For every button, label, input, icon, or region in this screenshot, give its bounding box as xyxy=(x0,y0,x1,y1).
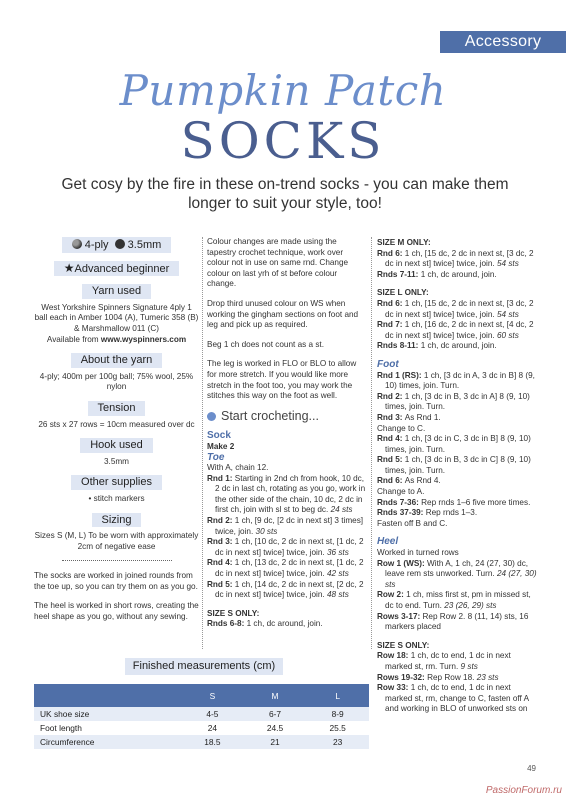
pattern-row: Fasten off B and C. xyxy=(377,518,448,528)
pattern-column-right xyxy=(377,238,537,715)
table-header-row xyxy=(34,684,369,707)
pattern-row: Rnds 7-36: Rep rnds 1–6 five more times. xyxy=(377,497,531,507)
pattern-row: Rnd 4: 1 ch, [13 dc, 2 dc in next st, [1 dc, 2 dc in next st] twice] twice, join. 42 sts xyxy=(207,558,364,579)
pattern-row: Rnd 1 (RS): 1 ch, [3 dc in A, 3 dc in B] 8 (9, 10) times, join. Turn. xyxy=(377,370,535,391)
tension-heading: Tension xyxy=(88,401,146,416)
foot-heading: Foot xyxy=(377,358,399,370)
pattern-row: Change to A. xyxy=(377,487,425,497)
pattern-row: Rnd 6: As Rnd 4. xyxy=(377,476,441,486)
pattern-row: Row 1 (WS): With A, 1 ch, 24 (27, 30) dc, leave rem sts unworked. Turn. 24 (27, 30) sts xyxy=(377,558,537,589)
table-cell: 8-9 xyxy=(306,707,369,721)
pattern-row: Rnd 3: As Rnd 1. xyxy=(377,412,441,422)
hook-used-heading: Hook used xyxy=(80,438,153,453)
toe-heading: Toe xyxy=(207,451,225,463)
pattern-row: Rnd 3: 1 ch, [10 dc, 2 dc in next st, [1 dc, 2 dc in next st] twice] twice, join. 36 sts xyxy=(207,537,364,557)
pattern-column xyxy=(207,237,367,630)
watermark: PassionForum.ru xyxy=(485,785,562,796)
table-cell: Foot length xyxy=(40,723,82,733)
table-row xyxy=(34,721,369,735)
hook-size-label: 3.5mm xyxy=(127,239,162,251)
column-divider xyxy=(371,237,372,649)
pattern-row: Row 18: 1 ch, dc to end, 1 dc in next marked st, rm. Turn. 9 sts xyxy=(377,651,511,671)
make-count: Make 2 xyxy=(207,441,235,451)
page-title: SOCKS xyxy=(180,112,386,170)
yarn-ball-icon xyxy=(72,239,82,249)
table-header-cell: S xyxy=(181,684,244,707)
column-divider xyxy=(202,237,203,649)
pattern-row: Rnd 2: 1 ch, [3 dc in B, 3 dc in A] 8 (9, 10) times, join. Turn. xyxy=(377,391,530,412)
table-row xyxy=(34,707,369,721)
note-paragraph: The leg is worked in FLO or BLO to allow for more stretch. If you would like more stretch in the foot too, you may work the stitches this way on the foot as well. xyxy=(207,359,357,401)
heel-heading: Heel xyxy=(377,536,399,548)
pattern-row: Rnd 5: 1 ch, [3 dc in B, 3 dc in C] 8 (9, 10) times, join. Turn. xyxy=(377,455,531,475)
note-paragraph: Beg 1 ch does not count as a st. xyxy=(207,339,324,349)
other-supplies-heading: Other supplies xyxy=(71,475,162,490)
ply-label: 4-ply xyxy=(84,239,109,251)
note-paragraph: Drop third unused colour on WS when working the gingham sections on foot and leg and pick up as required. xyxy=(207,298,359,330)
sizing-text: Sizes S (M, L) To be worn with approximately 2cm of negative ease xyxy=(34,531,199,551)
pattern-row: Rnd 6: 1 ch, [15 dc, 2 dc in next st, [3 dc, 2 dc in next st] twice] twice, join. 54 sts xyxy=(377,248,534,269)
measurements-table xyxy=(34,684,369,749)
pattern-row: Rnd 6: 1 ch, [15 dc, 2 dc in next st, [3 dc, 2 dc in next st] twice] twice, join. 54 sts xyxy=(377,298,534,319)
table-cell: 25.5 xyxy=(329,723,346,733)
intro-text: Get cosy by the fire in these on-trend socks - you can make them longer to suit your style, too! xyxy=(61,176,509,212)
table-cell: 6-7 xyxy=(244,707,307,721)
table-header-cell xyxy=(34,684,181,707)
table-header-cell: M xyxy=(244,684,307,707)
bullet-icon xyxy=(207,412,216,421)
size-m-heading: SIZE M ONLY: xyxy=(377,238,431,247)
sock-heading: Sock xyxy=(207,430,231,442)
pattern-row: Rnd 5: 1 ch, [14 dc, 2 dc in next st, [2 dc, 2 dc in next st] twice] twice, join. 48 sts xyxy=(207,579,364,600)
about-yarn-text: 4-ply; 400m per 100g ball; 75% wool, 25% nylon xyxy=(39,371,194,392)
about-yarn-heading: About the yarn xyxy=(71,353,163,368)
table-cell: 18.5 xyxy=(181,735,244,749)
divider xyxy=(62,560,172,561)
pattern-row: Rnd 1: Starting in 2nd ch from hook, 10 dc, 2 dc in last ch, rotating as you go, work in the other side of the chain, 10 dc, 2 dc in first ch, join with sl st to beg dc. 24 sts xyxy=(207,473,366,515)
table-cell: 23 xyxy=(306,735,369,749)
size-s-heading: SIZE S ONLY: xyxy=(207,608,260,618)
table-row xyxy=(34,735,369,749)
yarn-used-heading: Yarn used xyxy=(82,284,151,299)
pattern-row: Rnds 8-11: 1 ch, dc around, join. xyxy=(377,341,497,351)
sizing-heading: Sizing xyxy=(92,513,142,528)
pattern-row: Rows 3-17: Rep Row 2. 8 (11, 14) sts, 16 markers placed xyxy=(377,611,529,632)
table-cell: Circumference xyxy=(34,735,181,749)
pattern-row: Rnds 37-39: Rep rnds 1–3. xyxy=(377,508,478,518)
yarn-used-text: West Yorkshire Spinners Signature 4ply 1 ball each in Amber 1004 (A), Tumeric 358 (B) & Marshmallow 011 (C) Available from www.wyspinners.com xyxy=(34,302,199,344)
foot-rounds xyxy=(377,371,537,530)
title-script: Pumpkin Patch xyxy=(119,66,447,115)
skill-level: ★Advanced beginner xyxy=(54,261,180,277)
table-header-cell: L xyxy=(306,684,369,707)
size-l-heading: SIZE L ONLY: xyxy=(377,288,429,298)
heel-intro: Worked in turned rows xyxy=(377,548,459,558)
section-tag: Accessory xyxy=(440,31,566,53)
heel-note: The heel is worked in short rows, creating the heel shape as you go, without any sewing. xyxy=(34,601,199,622)
pattern-row: Row 2: 1 ch, miss first st, pm in missed st, dc to end. Turn. 23 (26, 29) sts xyxy=(377,590,531,610)
pattern-row: Rnd 4: 1 ch, [3 dc in C, 3 dc in B] 8 (9, 10) times, join. Turn. xyxy=(377,434,531,454)
pattern-row: Change to C. xyxy=(377,423,426,433)
star-icon: ★ xyxy=(63,260,75,275)
toe-intro: With A, chain 12. xyxy=(207,463,269,473)
hook-icon xyxy=(115,239,125,249)
table-cell: 24.5 xyxy=(266,723,284,733)
construction-note: The socks are worked in joined rounds from the toe up, so you can try them on as you go. xyxy=(34,571,198,591)
table-cell: 4-5 xyxy=(181,707,244,721)
info-column xyxy=(34,237,199,632)
pattern-row: Row 33: 1 ch, dc to end, 1 dc in next marked st, rm, change to C, fasten off A and working in BLO of unworked sts on xyxy=(377,683,529,714)
other-supplies-text: • stitch markers xyxy=(88,493,145,503)
pattern-row: Rnd 2: 1 ch, [9 dc, [2 dc in next st] 3 times] twice, join. 30 sts xyxy=(207,516,364,536)
start-heading: Start crocheting... xyxy=(207,411,367,422)
pattern-row: Rnd 7: 1 ch, [16 dc, 2 dc in next st, [4 dc, 2 dc in next st] twice] twice, join. 60 sts xyxy=(377,320,534,340)
table-cell: 24 xyxy=(207,723,218,733)
tension-text: 26 sts x 27 rows = 10cm measured over dc xyxy=(38,419,195,429)
size-s-heading: SIZE S ONLY: xyxy=(377,640,430,650)
table-cell: UK shoe size xyxy=(34,707,181,721)
note-paragraph: Colour changes are made using the tapestry crochet technique, work over colour not in use on same rnd. Change colour on last yrh of st before colour change. xyxy=(207,237,349,289)
yarn-link[interactable]: www.wyspinners.com xyxy=(100,334,187,344)
rnds-6-8: Rnds 6-8: 1 ch, dc around, join. xyxy=(207,619,323,629)
ply-hook-box xyxy=(62,237,172,253)
page-number: 49 xyxy=(527,764,536,773)
table-cell: 21 xyxy=(244,735,307,749)
hook-used-text: 3.5mm xyxy=(103,456,130,466)
measurements-title: Finished measurements (cm) xyxy=(125,658,283,675)
toe-rounds xyxy=(207,474,367,601)
pattern-row: Rows 19-32: Rep Row 18. 23 sts xyxy=(377,672,499,682)
pattern-row: Rnds 7-11: 1 ch, dc around, join. xyxy=(377,269,497,279)
